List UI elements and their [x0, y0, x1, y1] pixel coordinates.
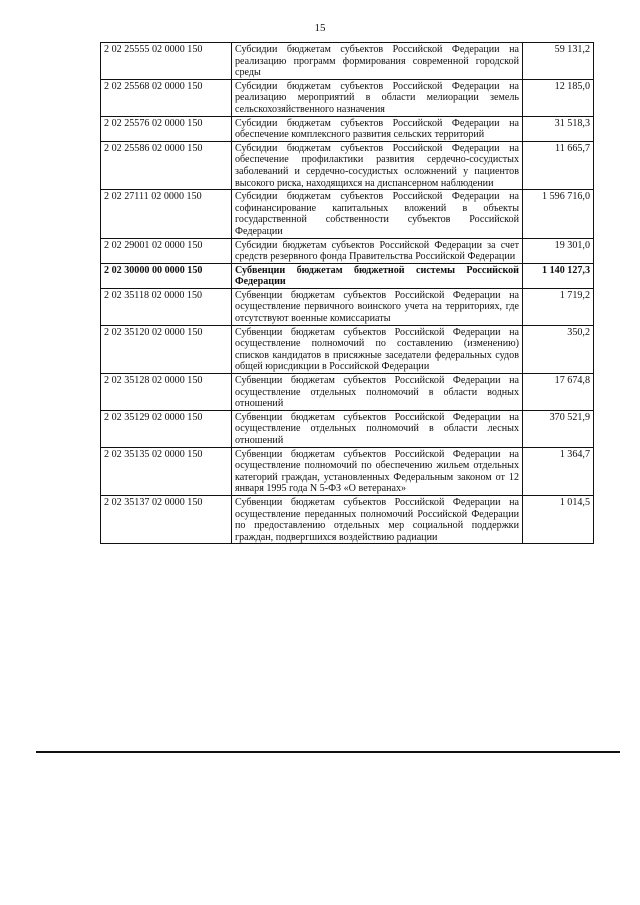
budget-code-cell: 2 02 25555 02 0000 150: [101, 43, 232, 80]
revenue-name-cell: Субсидии бюджетам субъектов Российской Федерации на обеспечение комплексного развития сельских территорий: [232, 116, 523, 141]
table-row: [101, 410, 594, 447]
amount-cell: 31 518,3: [523, 116, 594, 141]
revenue-name-cell: Субсидии бюджетам субъектов Российской Федерации на софинансирование капитальных вложений в объекты государственной собственности субъектов Российской Федерации: [232, 190, 523, 238]
revenue-name-cell: Субвенции бюджетам субъектов Российской Федерации на осуществление полномочий по составлению (изменению) списков кандидатов в присяжные заседатели федеральных судов общей юрисдикции в Российской Федерации: [232, 325, 523, 373]
amount-cell: 11 665,7: [523, 141, 594, 189]
table-body: [101, 43, 594, 544]
revenue-name-cell: Субвенции бюджетам субъектов Российской Федерации на осуществление отдельных полномочий в области лесных отношений: [232, 410, 523, 447]
revenue-name-cell: Субвенции бюджетам субъектов Российской Федерации на осуществление полномочий по обеспечению жильем отдельных категорий граждан, установленных Федеральным законом от 12 января 1995 года N 5-ФЗ «О ветеранах»: [232, 447, 523, 495]
budget-code-cell: 2 02 29001 02 0000 150: [101, 238, 232, 263]
budget-code-cell: 2 02 25568 02 0000 150: [101, 79, 232, 116]
budget-code-cell: 2 02 35137 02 0000 150: [101, 495, 232, 543]
amount-cell: 1 014,5: [523, 495, 594, 543]
table-row: [101, 190, 594, 238]
revenue-name-cell: Субсидии бюджетам субъектов Российской Федерации за счет средств резервного фонда Правительства Российской Федерации: [232, 238, 523, 263]
table-row: [101, 374, 594, 411]
amount-cell: 17 674,8: [523, 374, 594, 411]
budget-code-cell: 2 02 35128 02 0000 150: [101, 374, 232, 411]
table-row: [101, 238, 594, 263]
revenue-name-cell: Субвенции бюджетам бюджетной системы Российской Федерации: [232, 263, 523, 288]
amount-cell: 1 140 127,3: [523, 263, 594, 288]
revenue-name-cell: Субсидии бюджетам субъектов Российской Федерации на обеспечение профилактики развития сердечно-сосудистых заболеваний и сердечно-сосудистых осложнений у пациентов высокого риска, находящихся на диспансерном наблюдении: [232, 141, 523, 189]
amount-cell: 59 131,2: [523, 43, 594, 80]
amount-cell: 370 521,9: [523, 410, 594, 447]
amount-cell: 1 364,7: [523, 447, 594, 495]
amount-cell: 1 719,2: [523, 288, 594, 325]
revenue-name-cell: Субвенции бюджетам субъектов Российской Федерации на осуществление отдельных полномочий в области водных отношений: [232, 374, 523, 411]
budget-code-cell: 2 02 30000 00 0000 150: [101, 263, 232, 288]
table-row: [101, 116, 594, 141]
budget-code-cell: 2 02 35129 02 0000 150: [101, 410, 232, 447]
table-row: [101, 43, 594, 80]
budget-code-cell: 2 02 35135 02 0000 150: [101, 447, 232, 495]
budget-code-cell: 2 02 25586 02 0000 150: [101, 141, 232, 189]
revenue-name-cell: Субсидии бюджетам субъектов Российской Федерации на реализацию мероприятий в области мелиорации земель сельскохозяйственного назначения: [232, 79, 523, 116]
budget-code-cell: 2 02 35118 02 0000 150: [101, 288, 232, 325]
table-row: [101, 288, 594, 325]
amount-cell: 350,2: [523, 325, 594, 373]
budget-revenue-table: [100, 42, 594, 544]
revenue-name-cell: Субвенции бюджетам субъектов Российской Федерации на осуществление переданных полномочий Российской Федерации по предоставлению отдельных мер социальной поддержки граждан, подвергшихся воздействию радиации: [232, 495, 523, 543]
budget-code-cell: 2 02 35120 02 0000 150: [101, 325, 232, 373]
revenue-name-cell: Субвенции бюджетам субъектов Российской Федерации на осуществление первичного воинского учета на территориях, где отсутствуют военные комиссариаты: [232, 288, 523, 325]
revenue-name-cell: Субсидии бюджетам субъектов Российской Федерации на реализацию программ формирования современной городской среды: [232, 43, 523, 80]
footer-divider: [36, 751, 620, 753]
table-row: [101, 141, 594, 189]
budget-code-cell: 2 02 25576 02 0000 150: [101, 116, 232, 141]
table-row: [101, 263, 594, 288]
amount-cell: 1 596 716,0: [523, 190, 594, 238]
amount-cell: 19 301,0: [523, 238, 594, 263]
budget-code-cell: 2 02 27111 02 0000 150: [101, 190, 232, 238]
table-row: [101, 495, 594, 543]
table-row: [101, 447, 594, 495]
table-row: [101, 79, 594, 116]
amount-cell: 12 185,0: [523, 79, 594, 116]
page-number: 15: [314, 22, 326, 34]
table-row: [101, 325, 594, 373]
